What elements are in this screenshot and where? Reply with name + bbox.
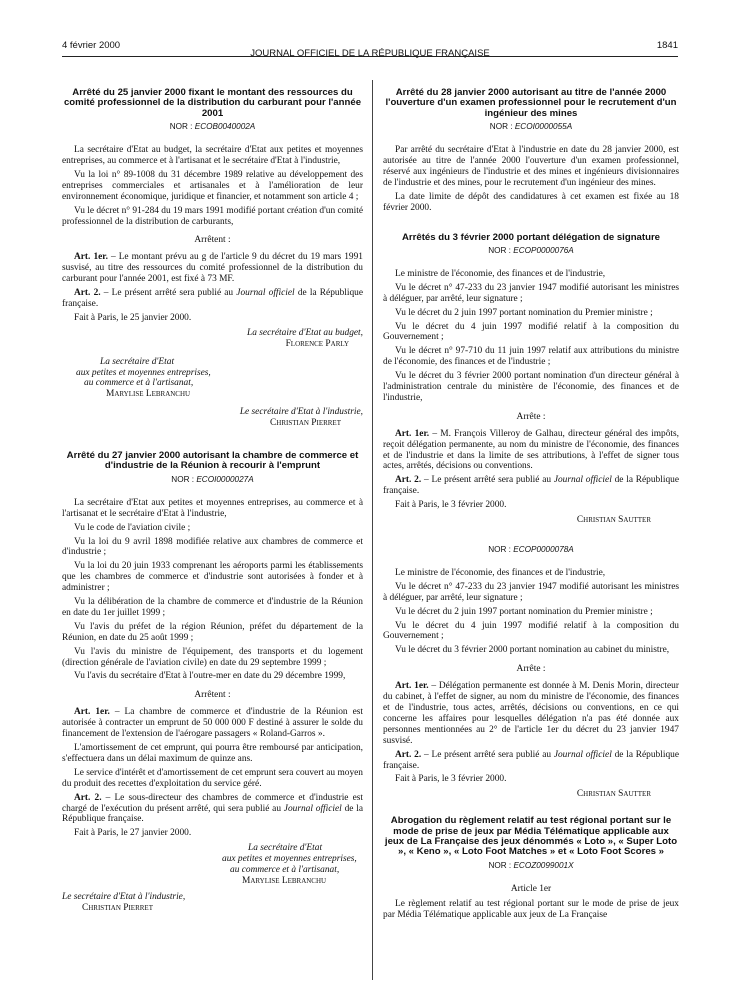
decree-title: Arrêté du 27 janvier 2000 autorisant la chambre de commerce et d'industrie de la Réunion à recourir à l'emprunt (66, 450, 359, 472)
decree-carburant (62, 88, 363, 429)
paragraph: Vu la délibération de la chambre de commerce et d'industrie de la Réunion en date du 1er juillet 1999 ; (62, 597, 363, 618)
article-2: Art. 2. – Le présent arrêté sera publié au Journal officiel de la République française. (383, 475, 679, 497)
paragraph: Vu le code de l'aviation civile ; (74, 522, 191, 533)
decree-title: Arrêté du 25 janvier 2000 fixant le montant des ressources du comité professionnel de la distribution du carburant pour l'année 2001 (63, 87, 362, 119)
fait-a-paris: Fait à Paris, le 27 janvier 2000. (74, 828, 192, 839)
signatory-name: Florence Parly (285, 338, 349, 349)
decree-reunion-emprunt (62, 451, 363, 914)
nor-reference: NOR : ECOP0000076A (488, 245, 574, 255)
page-header (62, 40, 678, 59)
arretent-heading: Arrêtent : (194, 690, 231, 701)
decree-title: Arrêté du 28 janvier 2000 autorisant au titre de l'année 2000 l'ouverture d'un examen professionnel pour le recrutement d'un ingénieur des mines (385, 87, 677, 119)
paragraph: Vu l'avis du secrétaire d'Etat à l'outre-mer en date du 29 décembre 1999, (74, 671, 346, 682)
header-journal-title: JOURNAL OFFICIEL DE LA RÉPUBLIQUE FRANÇAISE (250, 48, 490, 59)
paragraph: La secrétaire d'Etat aux petites et moyennes entreprises, au commerce et à l'artisanat et le secrétaire d'Etat à l'industrie, (62, 497, 363, 519)
article-2: Art. 2. – Le présent arrêté sera publié au Journal officiel de la République française. (62, 288, 364, 309)
paragraph: Vu le décret du 4 juin 1997 modifié relatif à la composition du Gouvernement ; (383, 321, 679, 343)
signatory-role: aux petites et moyennes entreprises, (222, 854, 357, 865)
paragraph: Vu le décret du 4 juin 1997 modifié relatif à la composition du Gouvernement ; (383, 620, 679, 642)
paragraph: Vu le décret n° 97-710 du 11 juin 1997 relatif aux attributions du ministre de l'économie, des finances et de l'industrie ; (383, 346, 679, 368)
signatory-role: La secrétaire d'Etat au budget, (247, 327, 363, 338)
nor-reference: NOR : ECOP0000078A (488, 545, 574, 554)
signatory-role: Le secrétaire d'Etat à l'industrie, (239, 407, 363, 418)
abrogation-reglement (383, 816, 679, 920)
signatory-name: Christian Pierret (270, 418, 341, 429)
paragraph: La date limite de dépôt des candidatures à cet examen est fixée au 18 février 2000. (383, 191, 679, 213)
signatory-name: Christian Sautter (576, 515, 651, 526)
paragraph: Vu la loi du 20 juin 1933 comprenant les aéroports parmi les établissements que les chambres de commerce et d'industrie sont autorisées à fonder et à administrer ; (62, 561, 363, 594)
left-column (62, 88, 363, 914)
paragraph: Vu l'avis du ministre de l'équipement, des transports et du logement (direction générale de l'aviation civile) en date du 29 septembre 1999 ; (62, 646, 363, 668)
signatory-name: Marylise Lebranchu (106, 389, 191, 400)
paragraph: Le ministre de l'économie, des finances et de l'industrie, (395, 567, 606, 578)
paragraph: Vu le décret n° 91-284 du 19 mars 1991 modifié portant création d'un comité professionnel de la distribution de carburants, (62, 205, 363, 227)
signatory-role: La secrétaire d'Etat (248, 843, 323, 854)
decree-delegation-signature (383, 233, 679, 526)
nor-reference: NOR : ECOB0040002A (169, 122, 256, 132)
article-2: Art. 2. – Le présent arrêté sera publié au Journal officiel de la République française. (383, 749, 679, 771)
fait-a-paris: Fait à Paris, le 3 février 2000. (395, 500, 507, 511)
arrete-heading: Arrête : (516, 411, 546, 422)
nor-reference: NOR : ECOI0000027A (171, 474, 254, 484)
arretent-heading: Arrêtent : (194, 235, 231, 246)
right-column (383, 88, 679, 923)
decree-delegation-cabinet (383, 545, 679, 800)
paragraph: Vu le décret du 3 février 2000 portant nomination au cabinet du ministre, (395, 645, 670, 656)
signatory-role: La secrétaire d'Etat (100, 356, 175, 367)
decree-title: Arrêtés du 3 février 2000 portant délégation de signature (401, 231, 661, 243)
signatory-role: au commerce et à l'artisanat, (84, 378, 194, 389)
paragraph: Vu le décret du 2 juin 1997 portant nomination du Premier ministre ; (395, 606, 653, 617)
paragraph: Le règlement relatif au test régional portant sur le mode de prise de jeux par Média Télématique applicable aux jeux de La Française (383, 898, 679, 920)
decree-title: Abrogation du règlement relatif au test régional portant sur le mode de prise de jeux par Média Télématique applicable aux jeux de La Française des jeux dénommés « Loto », « Super Loto », « Keno », « Loto Foot Matches » et « Loto Foot Scores » (384, 815, 678, 858)
paragraph: Vu le décret n° 47-233 du 23 janvier 1947 modifié autorisant les ministres à déléguer, par arrêté, leur signature ; (383, 282, 679, 304)
header-rule (62, 56, 678, 57)
article-1: Art. 1er. – M. François Villeroy de Galhau, directeur général des impôts, reçoit délégation permanente, au nom du ministre de l'économie, des finances et de l'industrie et dans la limite de ses attributions, à l'effet de signer tous actes, arrêtés, décisions ou conventions. (383, 428, 679, 472)
header-page-number: 1841 (656, 40, 678, 51)
article-1: Art. 1er. – Délégation permanente est donnée à M. Denis Morin, directeur du cabinet, à l'effet de signer, au nom du ministre de l'économie, des finances et de l'industrie, tous actes, arrêtés, décisions ou conventions, en ce qui concerne les affaires pour lesquelles délégation n'a pas été donnée aux personnes mentionnées au 2° de l'article 1er du décret du 23 janvier 1947 susvisé. (383, 681, 679, 746)
column-separator (372, 80, 373, 980)
paragraph: Vu la loi n° 89-1008 du 31 décembre 1989 relative au développement des entreprises commerciales et artisanales et à l'amélioration de leur environnement économique, juridique et financier, et notamment son article 4 ; (62, 169, 363, 202)
paragraph: Vu le décret du 3 février 2000 portant nomination d'un directeur général à l'administration centrale du ministère de l'économie, des finances et de l'industrie, (383, 371, 679, 403)
arrete-heading: Arrête : (516, 664, 546, 675)
article-heading: Article 1er (510, 883, 552, 894)
article-1: Art. 1er. – La chambre de commerce et d'industrie de la Réunion est autorisée à contracter un emprunt de 50 000 000 F destiné à assurer le solde du financement de l'extension de l'aérogare passagers « Roland-Garros ». (62, 707, 363, 740)
header-date: 4 février 2000 (62, 40, 121, 51)
nor-reference: NOR : ECOZ0099001X (488, 860, 574, 870)
paragraph: Vu le décret du 2 juin 1997 portant nomination du Premier ministre ; (395, 307, 653, 318)
signature-block (62, 328, 363, 429)
signature-block (62, 843, 363, 913)
paragraph: L'amortissement de cet emprunt, qui pourra être remboursé par anticipation, s'effectuera dans un délai maximum de quinze ans. (62, 743, 363, 764)
nor-reference: NOR : ECOI0000055A (489, 122, 573, 132)
article-1: Art. 1er. – Le montant prévu au g de l'article 9 du décret du 19 mars 1991 susvisé, au titre des ressources du comité professionnel de la distribution du carburant pour l'année 2001, est fixé à 73 MF. (62, 252, 363, 285)
article-2: Art. 2. – Le sous-directeur des chambres de commerce et d'industrie est chargé de l'exécution du présent arrêté, qui sera publié au Journal officiel de la République française. (62, 792, 363, 825)
fait-a-paris: Fait à Paris, le 3 février 2000. (395, 774, 507, 785)
paragraph: La secrétaire d'Etat au budget, la secrétaire d'Etat aux petites et moyennes entreprises, au commerce et à l'artisanat et le secrétaire d'Etat à l'industrie, (62, 145, 363, 167)
fait-a-paris: Fait à Paris, le 25 janvier 2000. (74, 312, 192, 323)
signatory-name: Christian Pierret (82, 902, 153, 913)
signatory-name: Christian Sautter (576, 789, 651, 800)
paragraph: Vu le décret n° 47-233 du 23 janvier 1947 modifié autorisant les ministres à déléguer, par arrêté, leur signature ; (383, 581, 679, 603)
paragraph: Le ministre de l'économie, des finances et de l'industrie, (395, 268, 606, 279)
paragraph: Le service d'intérêt et d'amortissement de cet emprunt sera couvert au moyen du produit des recettes d'exploitation du service géré. (62, 767, 363, 789)
signatory-role: Le secrétaire d'Etat à l'industrie, (62, 891, 186, 902)
paragraph: Vu l'avis du préfet de la région Réunion, préfet du département de la Réunion, en date du 25 août 1999 ; (62, 621, 363, 643)
signatory-role: au commerce et à l'artisanat, (230, 865, 340, 876)
paragraph: Vu la loi du 9 avril 1898 modifiée relative aux chambres de commerce et d'industrie ; (62, 536, 363, 558)
signatory-name: Marylise Lebranchu (242, 875, 327, 886)
paragraph: Par arrêté du secrétaire d'Etat à l'industrie en date du 28 janvier 2000, est autorisée au titre de l'année 2000 l'ouverture d'un examen professionnel, réservé aux ingénieurs de l'industrie et des mines et ingénieurs divisionnaires de l'industrie et des mines, pour le recrutement d'un ingénieur des mines. (383, 145, 679, 188)
decree-ingenieur-mines (383, 88, 679, 214)
signatory-role: aux petites et moyennes entreprises, (76, 367, 211, 378)
